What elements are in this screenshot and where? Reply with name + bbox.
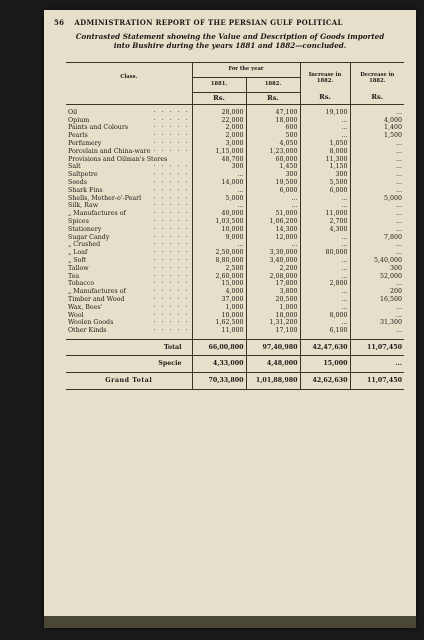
table-title-line-2: into Bushire during the years 1881 and 1882—concluded. xyxy=(113,41,347,50)
col-class: Class. xyxy=(66,63,192,93)
table-row xyxy=(66,265,404,273)
page-edge-band xyxy=(44,616,416,628)
table-row xyxy=(66,117,404,125)
leader-dots: · · · · · xyxy=(153,147,190,155)
total-1882: 4,48,000 xyxy=(246,356,300,373)
cell-1881: 1,03,500 xyxy=(192,218,246,226)
report-page xyxy=(44,10,416,628)
row-class: Porcelain and China-ware · · · · · xyxy=(68,147,190,155)
leader-dots: · · · · · xyxy=(153,311,190,319)
cell-1882: 3,40,000 xyxy=(246,257,300,265)
row-class: Opium · · · · · xyxy=(68,116,190,124)
leader-dots: · · · · · xyxy=(153,140,190,148)
total-decrease: ... xyxy=(350,356,404,373)
cell-1881: 2,50,000 xyxy=(192,249,246,257)
cell-decrease: 200 xyxy=(350,288,404,296)
running-header xyxy=(54,18,406,27)
cell-1881: 3,000 xyxy=(192,140,246,148)
cell-decrease: ... xyxy=(350,187,404,195)
cell-1882: 2,08,000 xyxy=(246,273,300,281)
grand-total-decrease: 11,07,450 xyxy=(350,373,404,390)
total-increase: 42,47,630 xyxy=(300,339,350,356)
cell-1882: 2,200 xyxy=(246,265,300,273)
col-increase: Increase in 1882. xyxy=(300,63,350,93)
cell-decrease: 1,400 xyxy=(350,124,404,132)
row-class: „ Crushed · · · · · xyxy=(68,241,190,249)
row-class: Saltpetre · · · · · xyxy=(68,171,190,179)
table-row xyxy=(66,226,404,234)
cell-1882: 19,500 xyxy=(246,179,300,187)
cell-increase: 1,150 xyxy=(300,163,350,171)
table-row xyxy=(66,148,404,156)
cell-increase: ... xyxy=(300,234,350,242)
table-row xyxy=(66,280,404,288)
cell-1882: 1,31,200 xyxy=(246,319,300,327)
cell-decrease: ... xyxy=(350,163,404,171)
cell-decrease: ... xyxy=(350,156,404,164)
cell-1881: 10,000 xyxy=(192,226,246,234)
leader-dots: · · · · · xyxy=(153,202,190,210)
table-row xyxy=(66,124,404,132)
leader-dots: · · · · · xyxy=(153,218,190,226)
row-class: Salt · · · · · xyxy=(68,163,190,171)
cell-decrease: ... xyxy=(350,280,404,288)
cell-1882: ... xyxy=(246,241,300,249)
row-class: Spices · · · · · xyxy=(68,218,190,226)
total-label: Specie xyxy=(66,356,192,373)
cell-1881: 300 xyxy=(192,163,246,171)
table-row xyxy=(66,156,404,164)
row-class: „ Soft · · · · · xyxy=(68,257,190,265)
cell-1881: 1,62,500 xyxy=(192,319,246,327)
leader-dots: · · · · · xyxy=(153,116,190,124)
table-row xyxy=(66,273,404,281)
table-row xyxy=(66,234,404,242)
row-class: Pearls · · · · · xyxy=(68,132,190,140)
cell-1882: 17,800 xyxy=(246,280,300,288)
cell-1882: 3,800 xyxy=(246,288,300,296)
cell-1882: 4,050 xyxy=(246,140,300,148)
cell-1882: ... xyxy=(246,202,300,210)
cell-1882: 47,100 xyxy=(246,109,300,117)
cell-1882: 18,000 xyxy=(246,312,300,320)
cell-increase: ... xyxy=(300,273,350,281)
cell-1881: 11,000 xyxy=(192,327,246,335)
cell-1881: ... xyxy=(192,187,246,195)
cell-1881: 28,000 xyxy=(192,109,246,117)
units-row xyxy=(66,92,404,105)
unit-increase: Rs. xyxy=(300,92,350,105)
running-title: ADMINISTRATION REPORT OF THE PERSIAN GULF POLITICAL xyxy=(74,18,343,27)
cell-decrease: 5,40,000 xyxy=(350,257,404,265)
cell-increase: 11,300 xyxy=(300,156,350,164)
cell-1881: 5,000 xyxy=(192,195,246,203)
cell-increase: 6,000 xyxy=(300,187,350,195)
cell-decrease: 52,000 xyxy=(350,273,404,281)
unit-1882: Rs. xyxy=(246,92,300,105)
row-class: Wool · · · · · xyxy=(68,311,190,319)
cell-increase: ... xyxy=(300,288,350,296)
cell-1882: 1,06,200 xyxy=(246,218,300,226)
table-row xyxy=(66,312,404,320)
cell-decrease: 5,000 xyxy=(350,195,404,203)
cell-decrease: ... xyxy=(350,218,404,226)
leader-dots: · · · · · xyxy=(153,225,190,233)
cell-1881: 48,700 xyxy=(192,156,246,164)
cell-decrease: 1,500 xyxy=(350,132,404,140)
cell-decrease: ... xyxy=(350,179,404,187)
cell-1881: 8,80,000 xyxy=(192,257,246,265)
cell-decrease: ... xyxy=(350,312,404,320)
cell-1881: 2,500 xyxy=(192,265,246,273)
col-1882: 1882. xyxy=(246,77,300,92)
table-row xyxy=(66,132,404,140)
cell-increase: 300 xyxy=(300,171,350,179)
table-row xyxy=(66,109,404,117)
total-1881: 4,33,000 xyxy=(192,356,246,373)
cell-1881: 14,000 xyxy=(192,179,246,187)
cell-1882: 500 xyxy=(246,132,300,140)
table-row xyxy=(66,304,404,312)
cell-decrease: 31,300 xyxy=(350,319,404,327)
cell-increase: 80,000 xyxy=(300,249,350,257)
cell-increase: 2,800 xyxy=(300,280,350,288)
row-class: Tallow · · · · · xyxy=(68,264,190,272)
row-class: „ Loaf · · · · · xyxy=(68,249,190,257)
table-row xyxy=(66,218,404,226)
row-class: Silk, Raw · · · · · xyxy=(68,202,190,210)
cell-decrease: ... xyxy=(350,327,404,335)
cell-1881: 4,000 xyxy=(192,288,246,296)
total-row xyxy=(66,356,404,373)
row-class: Stationery · · · · · xyxy=(68,225,190,233)
cell-increase: 1,050 xyxy=(300,140,350,148)
unit-decrease: Rs. xyxy=(350,92,404,105)
leader-dots: · · · · · xyxy=(153,233,190,241)
row-class: Woolen Goods · · · · · xyxy=(68,319,190,327)
cell-1881: 37,000 xyxy=(192,296,246,304)
row-class: Perfumery · · · · · xyxy=(68,140,190,148)
cell-1881: ... xyxy=(192,241,246,249)
leader-dots: · · · · · xyxy=(153,280,190,288)
cell-increase: ... xyxy=(300,241,350,249)
cell-increase: ... xyxy=(300,265,350,273)
cell-decrease: ... xyxy=(350,109,404,117)
table-row xyxy=(66,296,404,304)
cell-1882: 12,000 xyxy=(246,234,300,242)
cell-increase: ... xyxy=(300,296,350,304)
cell-increase: 5,500 xyxy=(300,179,350,187)
cell-1882: 14,300 xyxy=(246,226,300,234)
grand-total-label: Grand Total xyxy=(66,373,192,390)
cell-1882: 6,000 xyxy=(246,187,300,195)
table-row xyxy=(66,249,404,257)
row-class: Paints and Colours · · · · · xyxy=(68,124,190,132)
cell-1881: 15,000 xyxy=(192,280,246,288)
leader-dots: · · · · · xyxy=(153,163,190,171)
cell-increase: ... xyxy=(300,257,350,265)
row-class: Wax, Bees' · · · · · xyxy=(68,303,190,311)
cell-1881: 10,000 xyxy=(192,312,246,320)
cell-1881: ... xyxy=(192,202,246,210)
cell-1882: 300 xyxy=(246,171,300,179)
cell-decrease: 7,800 xyxy=(350,234,404,242)
leader-dots: · · · · · xyxy=(153,296,190,304)
table-row xyxy=(66,202,404,210)
imports-table xyxy=(66,62,404,390)
cell-1882: 1,23,000 xyxy=(246,148,300,156)
table-row xyxy=(66,195,404,203)
col-for-the-year: For the year xyxy=(192,63,300,78)
row-class: Tea · · · · · xyxy=(68,272,190,280)
col-decrease: Decrease in 1882. xyxy=(350,63,404,93)
cell-increase: 6,100 xyxy=(300,327,350,335)
cell-1881: 22,000 xyxy=(192,117,246,125)
cell-increase: 4,300 xyxy=(300,226,350,234)
cell-increase: 8,000 xyxy=(300,312,350,320)
row-class: Oil · · · · · xyxy=(68,108,190,116)
cell-decrease: ... xyxy=(350,249,404,257)
row-class: Sugar Candy · · · · · xyxy=(68,233,190,241)
leader-dots: · · · · · xyxy=(153,241,190,249)
cell-1882: ... xyxy=(246,195,300,203)
row-class: Other Kinds · · · · · xyxy=(68,327,190,335)
cell-1881: 1,000 xyxy=(192,304,246,312)
table-title xyxy=(54,32,406,50)
total-increase: 15,000 xyxy=(300,356,350,373)
cell-1881: 2,000 xyxy=(192,132,246,140)
table-row xyxy=(66,288,404,296)
header-row-1 xyxy=(66,63,404,78)
cell-1882: 3,30,000 xyxy=(246,249,300,257)
cell-decrease: 4,000 xyxy=(350,117,404,125)
cell-increase: ... xyxy=(300,195,350,203)
cell-decrease: ... xyxy=(350,171,404,179)
cell-1882: 60,000 xyxy=(246,156,300,164)
leader-dots: · · · · · xyxy=(153,257,190,265)
grand-total-1881: 70,33,800 xyxy=(192,373,246,390)
total-1881: 66,00,800 xyxy=(192,339,246,356)
row-class: Timber and Wood · · · · · xyxy=(68,296,190,304)
table-row xyxy=(66,187,404,195)
leader-dots: · · · · · xyxy=(153,186,190,194)
leader-dots: · · · · · xyxy=(153,303,190,311)
cell-decrease: ... xyxy=(350,304,404,312)
total-1882: 97,40,980 xyxy=(246,339,300,356)
cell-increase: 19,100 xyxy=(300,109,350,117)
cell-decrease: ... xyxy=(350,241,404,249)
leader-dots: · · · · · xyxy=(153,179,190,187)
cell-decrease: ... xyxy=(350,202,404,210)
cell-1881: 9,000 xyxy=(192,234,246,242)
table-row xyxy=(66,241,404,249)
table-row xyxy=(66,327,404,335)
leader-dots: · · · · · xyxy=(153,171,190,179)
table-row xyxy=(66,163,404,171)
total-label: Total xyxy=(66,339,192,356)
row-class: „ Manufactures of · · · · · xyxy=(68,210,190,218)
cell-1881: 2,60,000 xyxy=(192,273,246,281)
cell-increase: ... xyxy=(300,132,350,140)
leader-dots: · · · · · xyxy=(153,124,190,132)
leader-dots: · · · · · xyxy=(153,272,190,280)
table-row xyxy=(66,179,404,187)
cell-increase: 8,000 xyxy=(300,148,350,156)
cell-decrease: 300 xyxy=(350,265,404,273)
table-row xyxy=(66,319,404,327)
grand-total-1882: 1,01,88,980 xyxy=(246,373,300,390)
cell-1882: 17,100 xyxy=(246,327,300,335)
cell-1881: 2,000 xyxy=(192,124,246,132)
leader-dots: · · · · · xyxy=(153,264,190,272)
cell-increase: ... xyxy=(300,124,350,132)
cell-1882: 18,000 xyxy=(246,117,300,125)
totals-body xyxy=(66,339,404,389)
cell-decrease: ... xyxy=(350,210,404,218)
table-row xyxy=(66,257,404,265)
cell-decrease: ... xyxy=(350,140,404,148)
col-1881: 1881. xyxy=(192,77,246,92)
cell-increase: ... xyxy=(300,202,350,210)
cell-1881: ... xyxy=(192,171,246,179)
leader-dots: · · · · · xyxy=(153,327,190,335)
cell-1882: 20,500 xyxy=(246,296,300,304)
table-row xyxy=(66,171,404,179)
row-class: Tobacco · · · · · xyxy=(68,280,190,288)
leader-dots: · · · · · xyxy=(153,288,190,296)
table-row xyxy=(66,140,404,148)
cell-1882: 1,000 xyxy=(246,304,300,312)
leader-dots: · · · · · xyxy=(153,249,190,257)
cell-decrease: 16,500 xyxy=(350,296,404,304)
row-class: Shark Fins · · · · · xyxy=(68,186,190,194)
cell-increase: ... xyxy=(300,319,350,327)
cell-1882: 51,000 xyxy=(246,210,300,218)
cell-decrease: ... xyxy=(350,148,404,156)
cell-1881: 1,15,000 xyxy=(192,148,246,156)
cell-increase: ... xyxy=(300,304,350,312)
total-decrease: 11,07,450 xyxy=(350,339,404,356)
row-class: Provisions and Oilman's Stores xyxy=(68,155,168,163)
unit-1881: Rs. xyxy=(192,92,246,105)
row-class: „ Manufactures of · · · · · xyxy=(68,288,190,296)
cell-1882: 1,450 xyxy=(246,163,300,171)
leader-dots: · · · · · xyxy=(153,132,190,140)
leader-dots: · · · · · xyxy=(153,319,190,327)
table-row xyxy=(66,210,404,218)
cell-increase: ... xyxy=(300,117,350,125)
grand-total-row xyxy=(66,373,404,390)
leader-dots: · · · · · xyxy=(153,210,190,218)
table-title-line-1: Contrasted Statement showing the Value and Description of Goods imported xyxy=(75,32,385,41)
row-class: Shells, Mother-o'-Pearl · · · · · xyxy=(68,194,190,202)
leader-dots: · · · · · xyxy=(153,108,190,116)
cell-1881: 40,000 xyxy=(192,210,246,218)
row-class: Seeds · · · · · xyxy=(68,179,190,187)
grand-total-increase: 42,62,630 xyxy=(300,373,350,390)
cell-decrease: ... xyxy=(350,226,404,234)
page-number: 56 xyxy=(54,18,65,27)
table-body xyxy=(66,105,404,339)
cell-1882: 600 xyxy=(246,124,300,132)
cell-increase: 2,700 xyxy=(300,218,350,226)
total-row xyxy=(66,339,404,356)
cell-increase: 11,000 xyxy=(300,210,350,218)
leader-dots: · · · · · xyxy=(153,194,190,202)
